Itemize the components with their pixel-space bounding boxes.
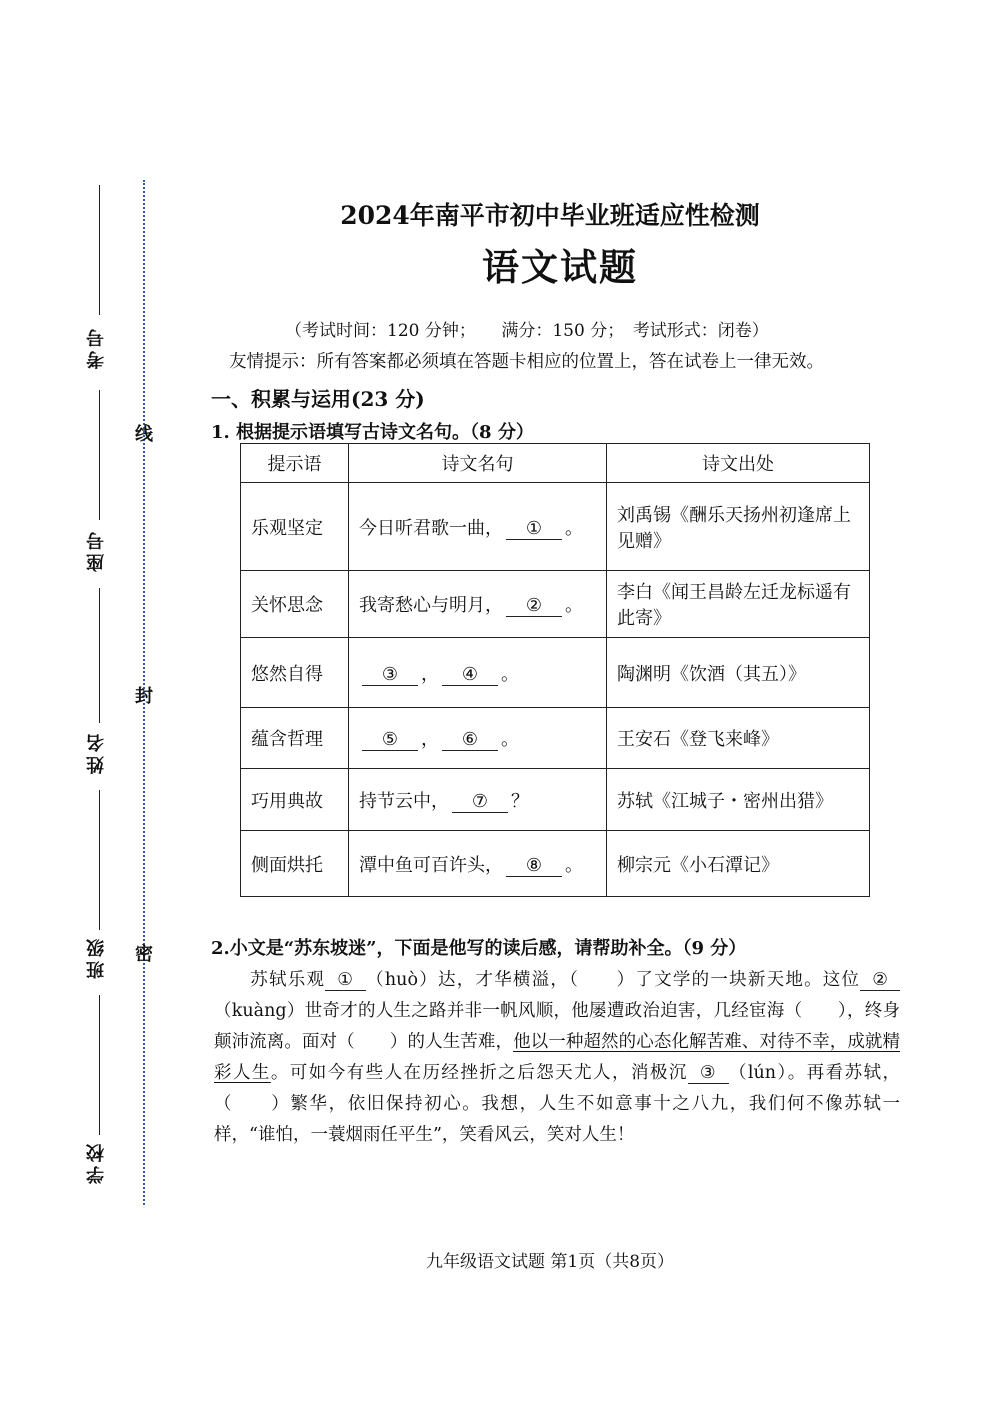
row-source: 柳宗元《小石潭记》: [607, 831, 870, 897]
name-label: 姓名: [86, 730, 107, 774]
answer-blank[interactable]: ④: [442, 664, 498, 686]
class-line[interactable]: [99, 790, 100, 930]
answer-blank[interactable]: ②: [860, 970, 900, 991]
table-row: [241, 708, 870, 769]
answer-blank[interactable]: ③: [688, 1063, 729, 1084]
answer-blank[interactable]: ①: [506, 518, 562, 540]
question-1-prompt: 1. 根据提示语填写古诗文名句。（8 分）: [211, 422, 534, 443]
row-hint: 侧面烘托: [241, 831, 349, 897]
answer-blank[interactable]: ⑥: [442, 729, 498, 751]
underlined-sentence: 他以一种超然的心态化解苦难、对待不幸，成就精彩人生: [214, 1032, 901, 1083]
header-hint: 提示语: [241, 444, 349, 483]
row-line: 我寄愁心与明月， ② 。: [349, 571, 607, 638]
row-source: 李白《闻王昌龄左迁龙标遥有此寄》: [607, 571, 870, 638]
seal-char-xian: 线: [135, 424, 153, 445]
row-source: 王安石《登飞来峰》: [607, 708, 870, 769]
row-hint: 乐观坚定: [241, 483, 349, 571]
header-source: 诗文出处: [607, 444, 870, 483]
exam-number-label: 考号: [86, 325, 107, 369]
class-label: 班级: [86, 935, 107, 979]
row-line: 今日听君歌一曲， ① 。: [349, 483, 607, 571]
page-footer: 九年级语文试题 第1页（共8页）: [425, 1252, 675, 1272]
row-source: 苏轼《江城子・密州出猎》: [607, 769, 870, 831]
table-header-row: [241, 444, 870, 483]
name-line[interactable]: [99, 588, 100, 723]
row-source: 刘禹锡《酬乐天扬州初逢席上见赠》: [607, 483, 870, 571]
row-line: ③ ， ④ 。: [349, 638, 607, 708]
row-line: 潭中鱼可百许头， ⑧ 。: [349, 831, 607, 897]
subject-title: 语文试题: [482, 245, 638, 289]
exam-title: 2024年南平市初中毕业班适应性检测: [340, 201, 760, 230]
row-source: 陶渊明《饮酒（其五）》: [607, 638, 870, 708]
table-row: [241, 483, 870, 571]
section-heading: 一、积累与运用(23 分): [211, 387, 425, 411]
answer-blank[interactable]: ①: [325, 970, 366, 991]
school-label: 学校: [86, 1140, 107, 1184]
answer-blank[interactable]: ②: [506, 595, 562, 617]
school-line[interactable]: [99, 995, 100, 1135]
table-row: [241, 769, 870, 831]
answer-blank[interactable]: ⑧: [506, 855, 562, 877]
poem-table: [240, 443, 870, 897]
row-hint: 悠然自得: [241, 638, 349, 708]
friendly-tip: 友情提示：所有答案都必须填在答题卡相应的位置上，答在试卷上一律无效。: [229, 352, 824, 372]
table-row: [241, 638, 870, 708]
row-line: ⑤ ， ⑥ 。: [349, 708, 607, 769]
header-line: 诗文名句: [349, 444, 607, 483]
seat-number-line[interactable]: [99, 390, 100, 520]
row-hint: 巧用典故: [241, 769, 349, 831]
answer-blank[interactable]: ③: [362, 664, 418, 686]
seal-char-feng: 封: [135, 686, 153, 707]
row-hint: 关怀思念: [241, 571, 349, 638]
exam-info: （考试时间：120 分钟； 满分：150 分； 考试形式：闭卷）: [285, 321, 769, 341]
question-2-prompt: 2.小文是“苏东坡迷”，下面是他写的读后感，请帮助补全。（9 分）: [211, 938, 747, 959]
table-row: [241, 571, 870, 638]
answer-blank[interactable]: ⑤: [362, 729, 418, 751]
row-line: 持节云中， ⑦ ？: [349, 769, 607, 831]
seal-char-mi: 密: [135, 944, 153, 965]
answer-blank[interactable]: ⑦: [452, 791, 508, 813]
reading-reflection-paragraph: 苏轼乐观 ① （huò）达，才华横溢，（ ）了文学的一块新天地。这位 ②（kuàng）世奇才的人生之路并非一帆风顺，他屡遭政治迫害，几经宦海（ ），终身颠沛流离。面对（ ）的人生苦难，他以一种超然的心态化解苦难、对待不幸，成就精彩人生。可如今有些人在历经挫折之后怨天尤人，消极沉 ③ （lún）。再看苏轼，（ ）繁华，依旧保持初心。我想，人生不如意事十之八九，我们何不像苏轼一样，“谁怕，一蓑烟雨任平生”，笑看风云，笑对人生！: [214, 970, 901, 1145]
seat-number-label: 座号: [86, 528, 107, 572]
row-hint: 蕴含哲理: [241, 708, 349, 769]
table-row: [241, 831, 870, 897]
